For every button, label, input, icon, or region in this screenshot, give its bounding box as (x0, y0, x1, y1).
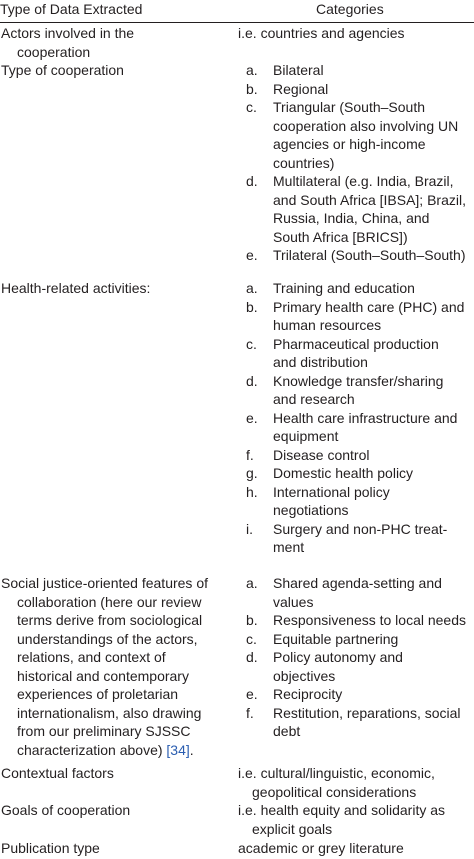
list-marker: f. (246, 704, 254, 721)
list-item-text: Primary health care (PHC) and (273, 298, 465, 315)
row-label-line: Publication type (1, 840, 100, 856)
list-item-text: Shared agenda-setting and (273, 575, 442, 591)
row-label (1, 61, 227, 80)
row-label-line: relations, and context of (17, 649, 166, 665)
list-item (246, 298, 464, 335)
list-item (246, 98, 466, 172)
list-item-text: objectives (273, 667, 336, 684)
list-item-text: Reciprocity (273, 686, 343, 702)
list-item-text: Training and education (273, 280, 415, 296)
list-marker: d. (246, 649, 258, 665)
list-item-text: and distribution (273, 354, 368, 370)
list-item-text: countries) (273, 154, 335, 171)
list-marker: c. (246, 99, 257, 115)
row-label-line (1, 741, 227, 760)
row-label-line: experiences of proletarian (17, 686, 179, 702)
list-marker: a. (246, 575, 258, 591)
list-marker: e. (246, 247, 258, 263)
row-label-line: Contextual factors (1, 765, 114, 781)
list-item-text: debt (273, 723, 301, 739)
row-label (1, 279, 227, 298)
list-item-text: Knowledge transfer/sharing (273, 372, 444, 389)
list-item-text: human resources (273, 317, 382, 333)
list-item (246, 648, 466, 685)
row-label (1, 801, 227, 820)
list-item (246, 372, 464, 409)
row-label-line: from our preliminary SJSSC (17, 723, 191, 739)
row-label-end: . (189, 741, 194, 758)
list-marker: c. (246, 630, 257, 647)
list-item-text: agencies or high-income (273, 136, 426, 152)
category-line: i.e. health equity and solidarity as (238, 802, 446, 818)
list-item (246, 409, 464, 446)
header-rule (0, 22, 474, 23)
list-item (246, 483, 464, 520)
list-item-text: Policy autonomy and (273, 649, 403, 665)
list-item-text: Responsiveness to local needs (273, 612, 467, 628)
row-label-line: cooperation (17, 43, 91, 60)
row-label-text: characterization above) (17, 741, 167, 758)
row-label-line: Goals of cooperation (1, 802, 131, 818)
list-marker: b. (246, 298, 258, 315)
list-item (246, 246, 466, 265)
list-item-text: Surgery and non-PHC treat- (273, 520, 448, 537)
list-item-text: Domestic health policy (273, 465, 414, 481)
list-item-text: and South Africa [IBSA]; Brazil, (273, 191, 466, 208)
category-text (238, 24, 405, 43)
list-item-text: ment (273, 539, 305, 555)
list-item (246, 611, 466, 630)
row-label (1, 24, 227, 61)
list-marker: i. (246, 520, 253, 537)
list-marker: d. (246, 173, 258, 189)
list-item-text: Restitution, reparations, social (273, 704, 461, 721)
list-marker: e. (246, 686, 258, 702)
category-line: explicit goals (252, 820, 333, 837)
category-list (246, 574, 466, 741)
category-line: academic or grey literature (238, 840, 404, 856)
list-marker: d. (246, 372, 258, 389)
row-label-line: Actors involved in the (1, 25, 135, 41)
list-item (246, 685, 466, 704)
list-item (246, 61, 466, 80)
list-item (246, 464, 464, 483)
list-item-text: Regional (273, 80, 329, 97)
row-label-line: Type of cooperation (1, 62, 124, 78)
list-item-text: Health care infrastructure and (273, 409, 458, 426)
category-line: i.e. cultural/linguistic, economic, (238, 765, 435, 781)
row-label-line: historical and contemporary (17, 667, 189, 684)
row-label (1, 764, 227, 783)
list-item-text: Pharmaceutical production (273, 335, 439, 352)
list-item-text: Multilateral (e.g. India, Brazil, (273, 173, 454, 189)
list-item (246, 704, 466, 741)
list-marker: g. (246, 465, 258, 481)
list-item (246, 335, 464, 372)
category-list (246, 61, 466, 265)
row-label (1, 574, 227, 759)
list-item-text: Equitable partnering (273, 630, 399, 647)
column-header-type-of-data: Type of Data Extracted (0, 1, 143, 17)
list-item-text: Russia, India, China, and (273, 210, 430, 226)
row-label-line: understandings of the actors, (17, 630, 198, 647)
list-item (246, 630, 466, 649)
category-text (238, 839, 404, 858)
list-marker: c. (246, 335, 257, 352)
list-item-text: cooperation also involving UN (273, 117, 459, 134)
row-label-line: terms derive from sociological (17, 612, 203, 628)
category-list (246, 279, 464, 557)
list-item-text: values (273, 593, 314, 610)
row-label-line: Health-related activities: (1, 280, 151, 296)
list-marker: h. (246, 483, 258, 500)
table-header-row (0, 0, 474, 22)
category-text (238, 764, 435, 801)
list-marker: b. (246, 80, 258, 97)
list-marker: b. (246, 612, 258, 628)
row-label-line: Social justice-oriented features of (1, 575, 208, 591)
list-item (246, 279, 464, 298)
list-item-text: Triangular (South–South (273, 99, 426, 115)
list-item-text: negotiations (273, 502, 349, 518)
list-item-text: South Africa [BRICS]) (273, 228, 408, 245)
list-item-text: International policy (273, 483, 390, 500)
list-item-text: Bilateral (273, 62, 324, 78)
list-item-text: Trilateral (South–South–South) (273, 247, 466, 263)
list-marker: e. (246, 409, 258, 426)
list-item (246, 172, 466, 246)
list-item-text: and research (273, 391, 355, 407)
citation-link[interactable]: [34] (166, 741, 190, 758)
list-marker: a. (246, 62, 258, 78)
category-line: geopolitical considerations (252, 783, 417, 800)
row-label-line: collaboration (here our review (17, 593, 202, 610)
column-header-categories: Categories (316, 1, 384, 17)
list-item-text: equipment (273, 428, 339, 444)
list-marker: a. (246, 280, 258, 296)
row-label-line: internationalism, also drawing (17, 704, 202, 721)
list-item (246, 520, 464, 557)
row-label (1, 839, 227, 858)
list-marker: f. (246, 446, 254, 463)
list-item (246, 574, 466, 611)
list-item (246, 80, 466, 99)
category-line: i.e. countries and agencies (238, 25, 405, 41)
list-item-text: Disease control (273, 446, 370, 463)
category-text (238, 801, 445, 838)
list-item (246, 446, 464, 465)
